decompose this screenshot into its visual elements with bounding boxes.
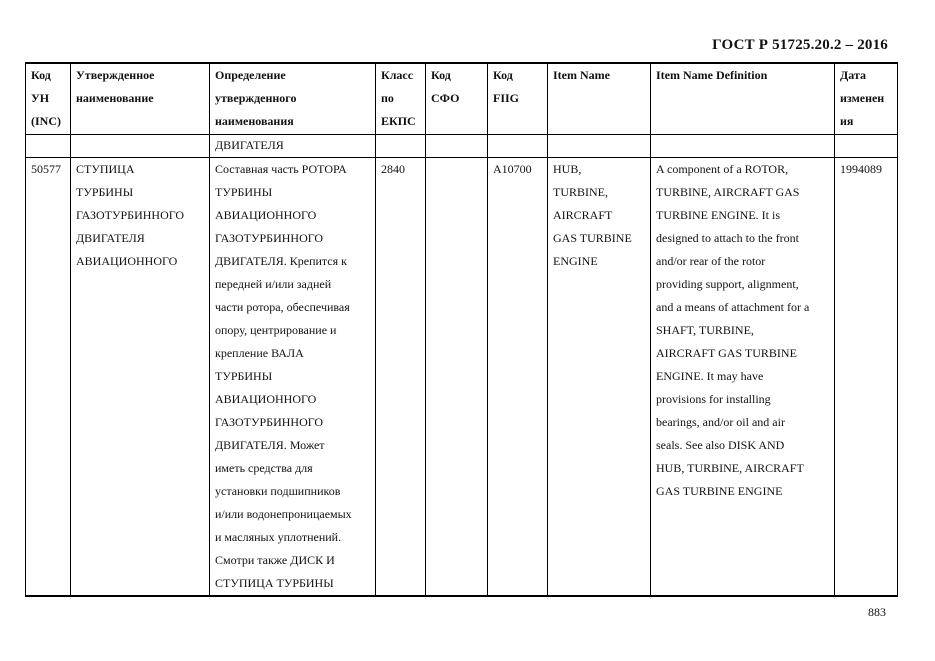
- cell-item-name: HUB, TURBINE, AIRCRAFT GAS TURBINE ENGINE: [548, 158, 651, 597]
- column-header-change-date: Дата изменен ия: [835, 63, 898, 135]
- table-cell: [71, 135, 210, 158]
- cell-ekps-class: 2840: [376, 158, 426, 597]
- table-cell: [376, 135, 426, 158]
- cell-change-date: 1994089: [835, 158, 898, 597]
- table-header-row: [26, 63, 898, 135]
- cell-approved-name: СТУПИЦА ТУРБИНЫ ГАЗОТУРБИННОГО ДВИГАТЕЛЯ АВИАЦИОННОГО: [71, 158, 210, 597]
- cell-inc: 50577: [26, 158, 71, 597]
- column-header-definition: Определение утвержденного наименования: [210, 63, 376, 135]
- table-row: [26, 158, 898, 597]
- continuation-row: [26, 135, 898, 158]
- cell-definition: Составная часть РОТОРА ТУРБИНЫ АВИАЦИОННОГО ГАЗОТУРБИННОГО ДВИГАТЕЛЯ. Крепится к передней и/или задней части ротора, обеспечивая опору, центрирование и крепление ВАЛА ТУРБИНЫ АВИАЦИОННОГО ГАЗОТУРБИННОГО ДВИГАТЕЛЯ. Может иметь средства для установки подшипников и/или водонепроницаемых и масляных уплотнений. Смотри также ДИСК И СТУПИЦА ТУРБИНЫ: [210, 158, 376, 597]
- column-header-fiig-code: Код FIIG: [488, 63, 548, 135]
- table-cell: [26, 135, 71, 158]
- cell-item-name-definition: A component of a ROTOR, TURBINE, AIRCRAFT GAS TURBINE ENGINE. It is designed to attach to the front and/or rear of the rotor providing support, alignment, and a means of attachment for a SHAFT, TURBINE, AIRCRAFT GAS TURBINE ENGINE. It may have provisions for installing bearings, and/or oil and air seals. See also DISK AND HUB, TURBINE, AIRCRAFT GAS TURBINE ENGINE: [651, 158, 835, 597]
- column-header-item-name: Item Name: [548, 63, 651, 135]
- cell-fiig-code: A10700: [488, 158, 548, 597]
- table-cell: [651, 135, 835, 158]
- table-cell: [426, 135, 488, 158]
- page-number: 883: [868, 605, 886, 619]
- cell-sfo-code: [426, 158, 488, 597]
- table-cell: [548, 135, 651, 158]
- column-header-inc: Код УН (INC): [26, 63, 71, 135]
- column-header-item-name-definition: Item Name Definition: [651, 63, 835, 135]
- catalog-table: [25, 62, 898, 597]
- document-code: ГОСТ Р 51725.20.2 – 2016: [712, 37, 888, 53]
- table-cell: [835, 135, 898, 158]
- column-header-approved-name: Утвержденное наименование: [71, 63, 210, 135]
- table-cell: [488, 135, 548, 158]
- table-cell: ДВИГАТЕЛЯ: [210, 135, 376, 158]
- column-header-ekps-class: Класс по ЕКПС: [376, 63, 426, 135]
- column-header-sfo-code: Код СФО: [426, 63, 488, 135]
